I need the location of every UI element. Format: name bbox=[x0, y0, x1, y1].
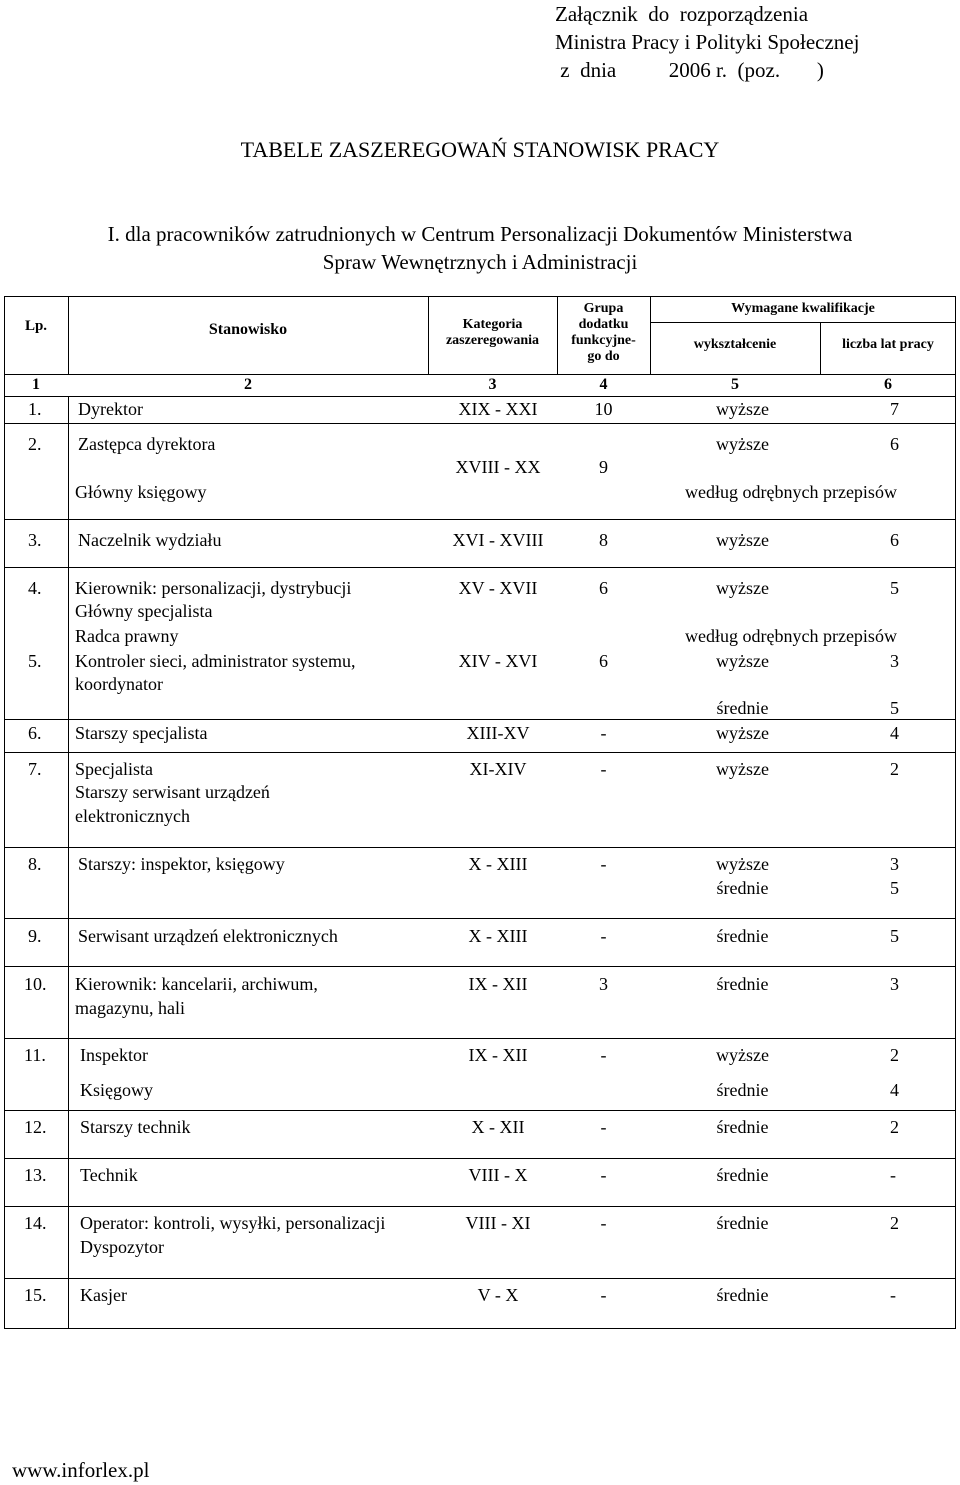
row-years: 4 bbox=[890, 1080, 899, 1100]
row-lp: 3. bbox=[28, 530, 42, 550]
row-group: - bbox=[600, 854, 607, 874]
header-category-line: Kategoria bbox=[462, 317, 523, 332]
row-group: - bbox=[600, 926, 607, 946]
row-category: XVIII - XX bbox=[455, 457, 541, 477]
row-years: 2 bbox=[890, 1213, 899, 1233]
row-category: XVI - XVIII bbox=[452, 530, 544, 550]
row-education: wyższe bbox=[716, 854, 769, 874]
document-title: TABELE ZASZEREGOWAŃ STANOWISK PRACY bbox=[240, 137, 720, 162]
row-category: VIII - XI bbox=[465, 1213, 531, 1233]
row-separator bbox=[4, 567, 956, 568]
row-separator bbox=[4, 423, 956, 424]
row-position: Księgowy bbox=[80, 1080, 153, 1100]
row-position: Dyrektor bbox=[78, 399, 143, 419]
row-lp: 15. bbox=[24, 1285, 47, 1305]
row-group: - bbox=[600, 1285, 607, 1305]
row-lp: 10. bbox=[24, 974, 47, 994]
row-education: według odrębnych przepisów bbox=[685, 626, 897, 646]
row-education: średnie bbox=[716, 926, 769, 946]
row-category: VIII - X bbox=[468, 1165, 528, 1185]
row-education: średnie bbox=[716, 1213, 769, 1233]
row-lp: 9. bbox=[28, 926, 42, 946]
row-position: Główny specjalista bbox=[75, 601, 213, 621]
row-group: - bbox=[600, 723, 607, 743]
row-years: 7 bbox=[890, 399, 899, 419]
row-position: Serwisant urządzeń elektronicznych bbox=[78, 926, 338, 946]
row-position: Radca prawny bbox=[75, 626, 179, 646]
header-qualifications: Wymagane kwalifikacje bbox=[731, 301, 875, 316]
header-years: liczba lat pracy bbox=[842, 337, 934, 352]
row-years: 5 bbox=[890, 926, 899, 946]
subtitle-line-1: I. dla pracowników zatrudnionych w Centrum Personalizacji Dokumentów Ministerstwa bbox=[107, 222, 853, 246]
document-subtitle bbox=[30, 220, 930, 276]
row-years: 4 bbox=[890, 723, 899, 743]
row-category: V - X bbox=[477, 1285, 519, 1305]
row-education: średnie bbox=[716, 1080, 769, 1100]
table-bottom-border bbox=[4, 1328, 956, 1329]
row-separator bbox=[4, 1278, 956, 1279]
row-separator bbox=[4, 918, 956, 919]
row-lp: 13. bbox=[24, 1165, 47, 1185]
row-education: wyższe bbox=[716, 1045, 769, 1065]
row-group: - bbox=[600, 1117, 607, 1137]
header-education: wykształcenie bbox=[693, 337, 777, 352]
row-separator bbox=[4, 1110, 956, 1111]
row-education: średnie bbox=[716, 1117, 769, 1137]
row-years: 3 bbox=[890, 974, 899, 994]
row-position: Kierownik: kancelarii, archiwum, bbox=[75, 974, 318, 994]
table-right-border bbox=[955, 296, 956, 1329]
header-group-line: Grupa bbox=[583, 301, 624, 316]
row-education: wyższe bbox=[716, 723, 769, 743]
row-position: Kierownik: personalizacji, dystrybucji bbox=[75, 578, 352, 598]
row-position: Starszy: inspektor, księgowy bbox=[78, 854, 285, 874]
row-separator bbox=[4, 966, 956, 967]
row-years: - bbox=[890, 1165, 896, 1185]
row-education: wyższe bbox=[716, 434, 769, 454]
table-left-border bbox=[4, 296, 5, 1329]
row-lp: 14. bbox=[24, 1213, 47, 1233]
annex-line-1: Załącznik do rozporządzenia bbox=[555, 2, 809, 26]
row-education: średnie bbox=[716, 1285, 769, 1305]
header-divider bbox=[650, 322, 956, 323]
footer-url: www.inforlex.pl bbox=[12, 1458, 150, 1482]
row-category: IX - XII bbox=[468, 1045, 528, 1065]
row-group: - bbox=[600, 1045, 607, 1065]
row-category: X - XIII bbox=[468, 926, 528, 946]
header-group-line: go do bbox=[587, 349, 620, 364]
row-lp: 11. bbox=[24, 1045, 46, 1065]
row-group: 8 bbox=[599, 530, 608, 550]
row-position: Kontroler sieci, administrator systemu, bbox=[75, 651, 356, 671]
col-number: 6 bbox=[884, 376, 892, 393]
col-number: 5 bbox=[731, 376, 739, 393]
row-years: - bbox=[890, 1285, 896, 1305]
row-category: XIX - XXI bbox=[458, 399, 538, 419]
header-divider bbox=[4, 374, 956, 375]
annex-line-3: z dnia 2006 r. (poz. ) bbox=[555, 58, 824, 82]
row-position: magazynu, hali bbox=[75, 998, 185, 1018]
annex-header bbox=[555, 0, 859, 84]
row-group: 3 bbox=[599, 974, 608, 994]
row-position: Starszy serwisant urządzeń bbox=[75, 782, 270, 802]
row-years: 2 bbox=[890, 1117, 899, 1137]
table-top-border bbox=[4, 296, 956, 297]
row-separator bbox=[4, 1038, 956, 1039]
col-number: 2 bbox=[244, 376, 252, 393]
row-education: wyższe bbox=[716, 578, 769, 598]
col-number: 1 bbox=[32, 376, 40, 393]
subtitle-line-2: Spraw Wewnętrznych i Administracji bbox=[322, 250, 638, 274]
row-position: koordynator bbox=[75, 674, 163, 694]
header-group-line: dodatku bbox=[578, 317, 629, 332]
row-years: 3 bbox=[890, 651, 899, 671]
row-education: wyższe bbox=[716, 651, 769, 671]
row-lp: 12. bbox=[24, 1117, 47, 1137]
row-separator bbox=[4, 1158, 956, 1159]
row-group: - bbox=[600, 1165, 607, 1185]
row-category: XV - XVII bbox=[458, 578, 538, 598]
row-position: Starszy specjalista bbox=[75, 723, 208, 743]
header-group-line: funkcyjne- bbox=[571, 333, 636, 348]
row-category: XIII-XV bbox=[466, 723, 530, 743]
row-years: 5 bbox=[890, 878, 899, 898]
row-category: IX - XII bbox=[468, 974, 528, 994]
row-lp: 8. bbox=[28, 854, 42, 874]
annex-line-2: Ministra Pracy i Polityki Społecznej bbox=[555, 30, 860, 54]
row-position: Operator: kontroli, wysyłki, personalizacji bbox=[80, 1213, 386, 1233]
row-category: X - XIII bbox=[468, 854, 528, 874]
row-group: 9 bbox=[599, 457, 608, 477]
header-divider bbox=[4, 396, 956, 397]
row-years: 5 bbox=[890, 698, 899, 718]
row-education: średnie bbox=[716, 1165, 769, 1185]
row-position: Specjalista bbox=[75, 759, 153, 779]
row-category: X - XII bbox=[471, 1117, 525, 1137]
row-position: Inspektor bbox=[80, 1045, 148, 1065]
header-category-line: zaszeregowania bbox=[445, 333, 540, 348]
lp-column-divider bbox=[68, 396, 69, 1329]
row-years: 5 bbox=[890, 578, 899, 598]
row-lp: 1. bbox=[28, 399, 42, 419]
row-group: 10 bbox=[594, 399, 613, 419]
row-lp: 4. bbox=[28, 578, 42, 598]
row-category: XIV - XVI bbox=[458, 651, 538, 671]
row-lp: 6. bbox=[28, 723, 42, 743]
row-separator bbox=[4, 752, 956, 753]
row-years: 6 bbox=[890, 530, 899, 550]
row-lp: 2. bbox=[28, 434, 42, 454]
header-lp: Lp. bbox=[24, 318, 48, 334]
row-position: Starszy technik bbox=[80, 1117, 191, 1137]
row-group: 6 bbox=[599, 578, 608, 598]
row-education: wyższe bbox=[716, 399, 769, 419]
row-position: Zastępca dyrektora bbox=[78, 434, 216, 454]
row-position: Główny księgowy bbox=[75, 482, 207, 502]
row-position: elektronicznych bbox=[75, 806, 190, 826]
row-years: 2 bbox=[890, 759, 899, 779]
row-education: według odrębnych przepisów bbox=[685, 482, 897, 502]
row-group: 6 bbox=[599, 651, 608, 671]
col-number: 3 bbox=[488, 376, 497, 393]
row-group: - bbox=[600, 759, 607, 779]
row-education: wyższe bbox=[716, 759, 769, 779]
row-lp: 5. bbox=[28, 651, 42, 671]
row-lp: 7. bbox=[28, 759, 42, 779]
header-group bbox=[557, 301, 650, 365]
row-group: - bbox=[600, 1213, 607, 1233]
row-years: 6 bbox=[890, 434, 899, 454]
row-separator bbox=[4, 519, 956, 520]
col-number: 4 bbox=[599, 376, 608, 393]
row-years: 2 bbox=[890, 1045, 899, 1065]
row-position: Naczelnik wydziału bbox=[78, 530, 222, 550]
row-separator bbox=[4, 1206, 956, 1207]
row-separator bbox=[4, 719, 956, 720]
row-years: 3 bbox=[890, 854, 899, 874]
row-category: XI-XIV bbox=[469, 759, 527, 779]
row-education: średnie bbox=[716, 698, 769, 718]
row-education: wyższe bbox=[716, 530, 769, 550]
row-education: średnie bbox=[716, 974, 769, 994]
header-position: Stanowisko bbox=[208, 321, 288, 338]
row-education: średnie bbox=[716, 878, 769, 898]
row-separator bbox=[4, 847, 956, 848]
row-position: Dyspozytor bbox=[80, 1237, 164, 1257]
row-position: Kasjer bbox=[80, 1285, 127, 1305]
row-position: Technik bbox=[80, 1165, 138, 1185]
header-category bbox=[428, 317, 557, 349]
